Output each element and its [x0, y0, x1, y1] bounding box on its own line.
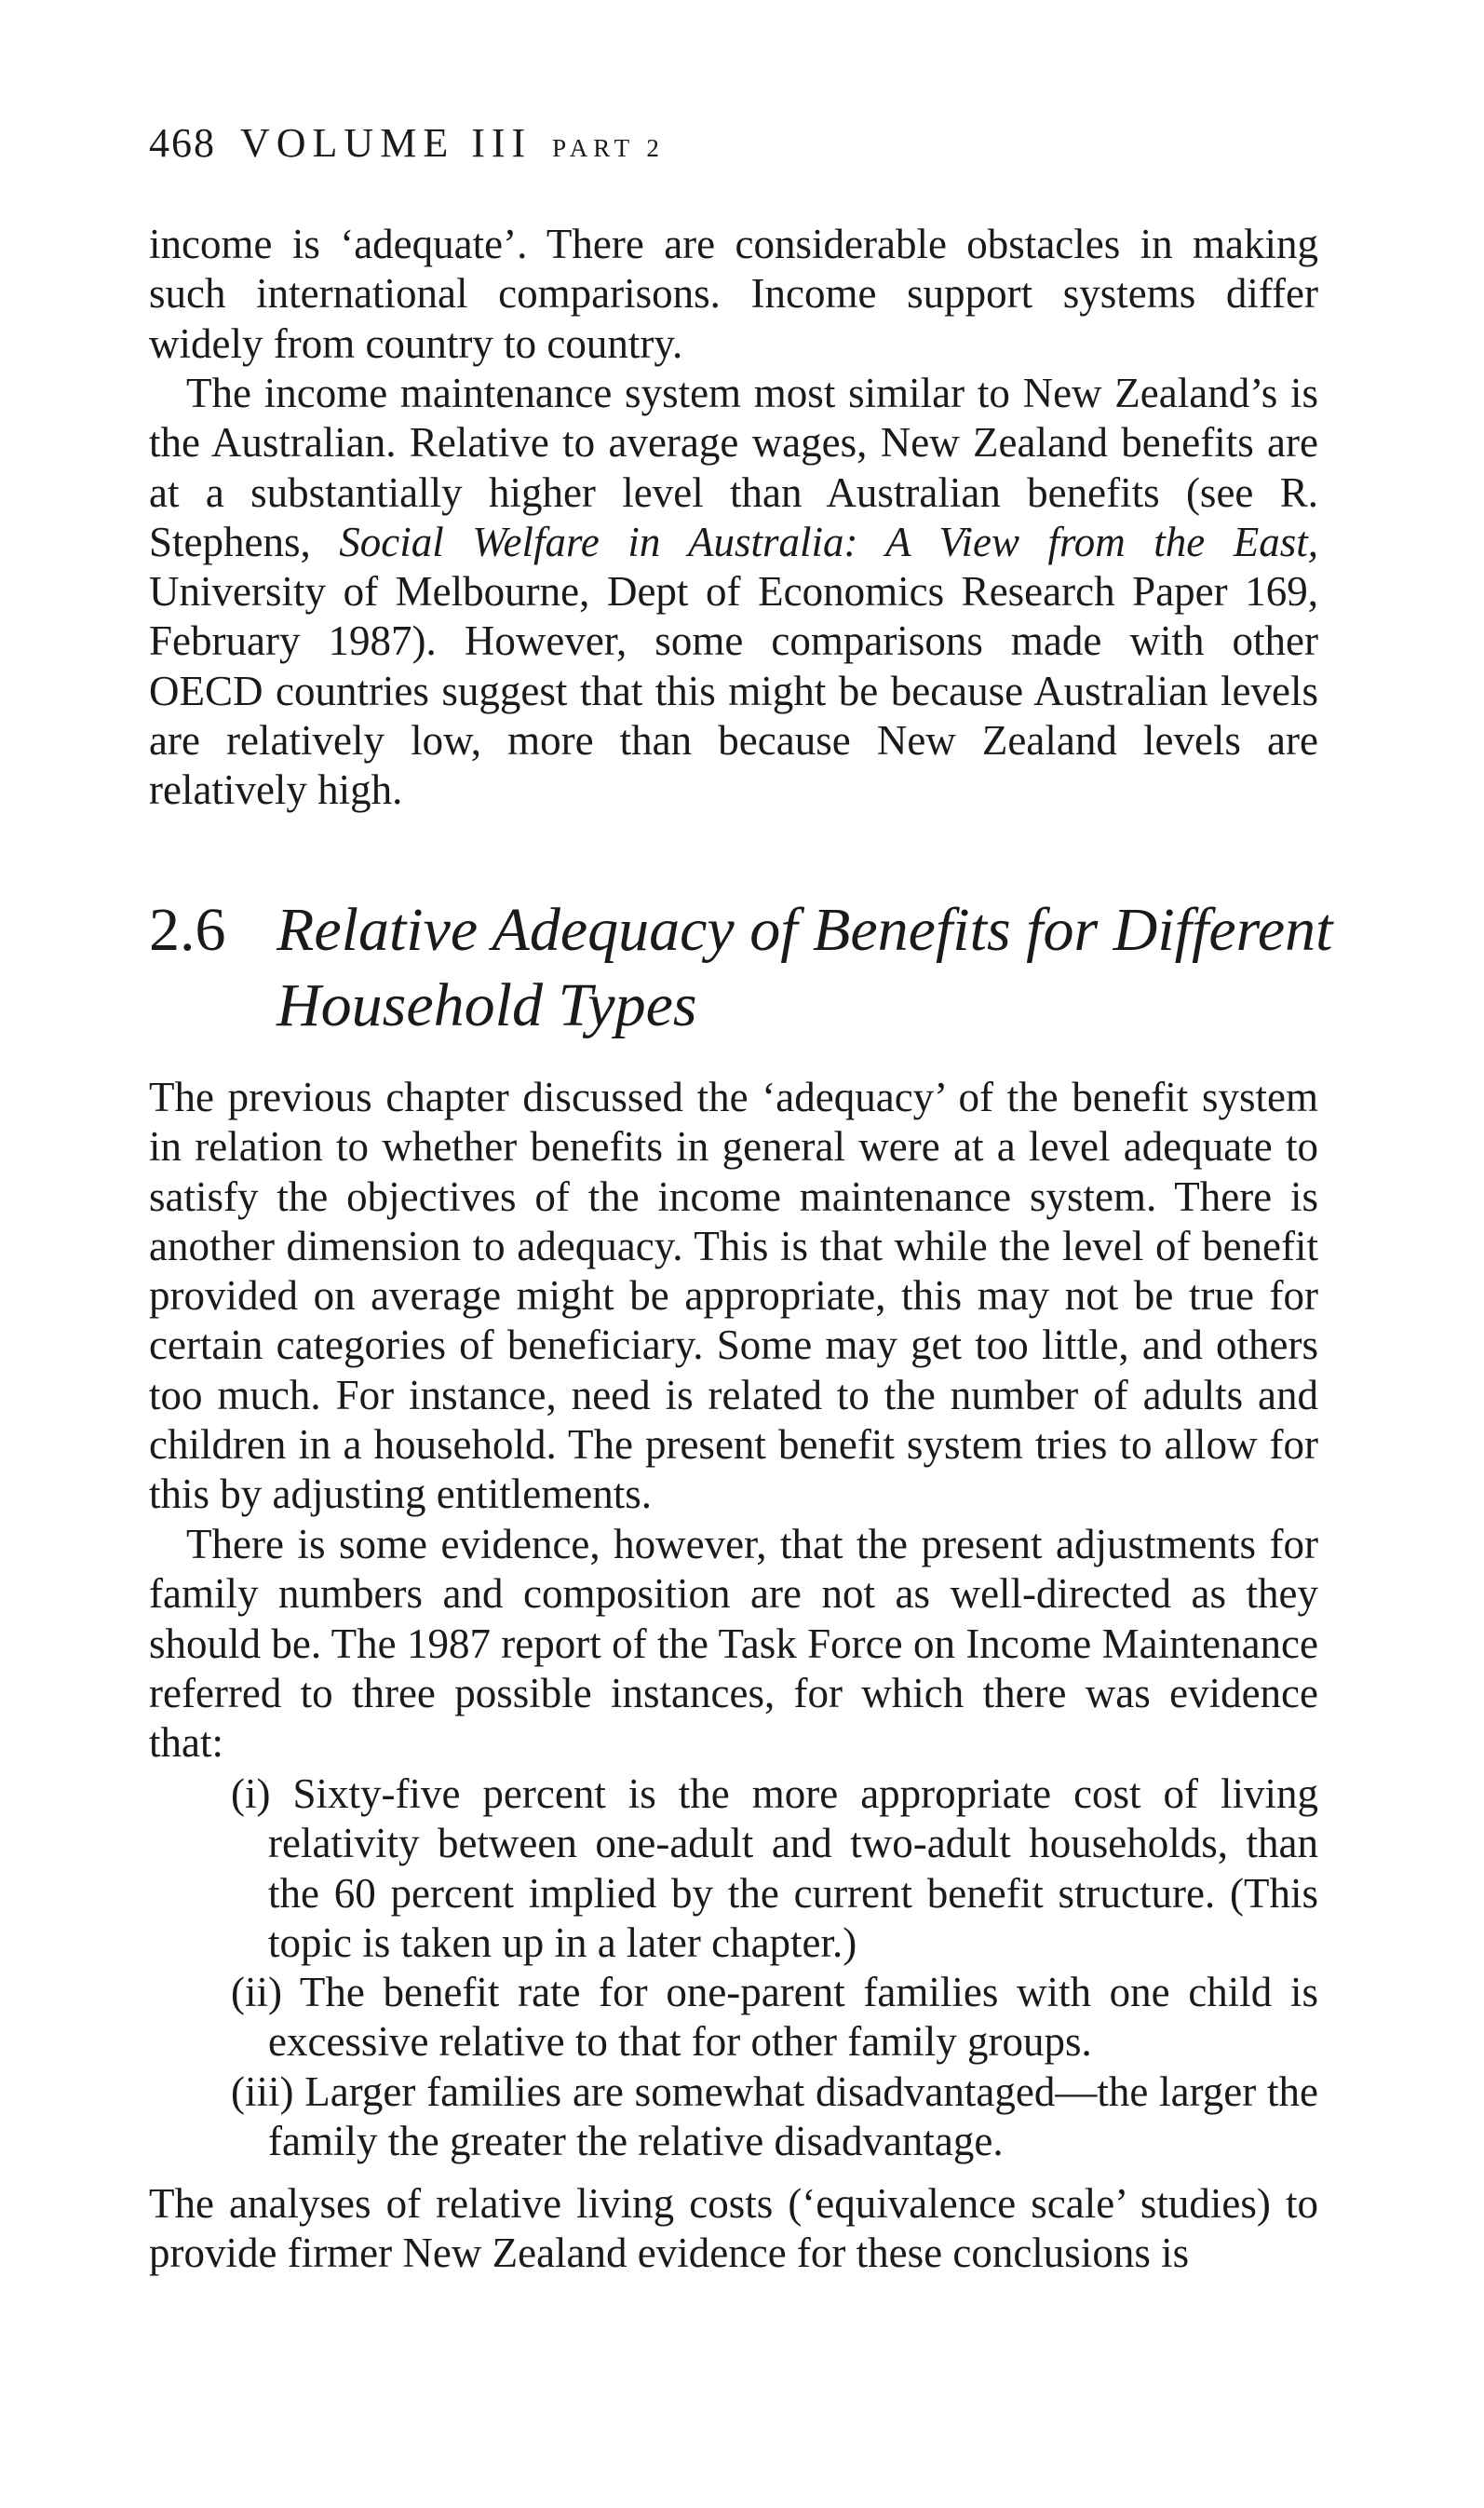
paragraph-australia-comparison [149, 369, 1318, 816]
cited-title: Social Welfare in Australia: A View from the East, [339, 518, 1318, 565]
list-item [231, 1769, 1318, 1968]
list-marker: (iii) [231, 2067, 294, 2115]
section-title: Relative Adequacy of Benefits for Different Household Types [277, 896, 1333, 1039]
list-item-text: Sixty-five percent is the more appropriate cost of living relativity between one-adult and two-adult households, than the 60 percent implied by the current benefit structure. (This topic is taken up in a later chapter.) [268, 1770, 1319, 1966]
list-item [231, 1968, 1318, 2067]
list-item-text: The benefit rate for one-parent families with one child is excessive relative to that for other family groups. [268, 1969, 1318, 2066]
paragraph-evidence: There is some evidence, however, that the present adjustments for family numbers and composition are not as well-directed as they should be. The 1987 report of the Task Force on Income Maintenance referred to three possible instances, for which there was evidence that: [149, 1521, 1318, 1767]
part-label: PART 2 [552, 134, 665, 162]
section-number: 2.6 [149, 896, 226, 964]
volume-label: VOLUME III [240, 120, 533, 166]
list-item [231, 2067, 1318, 2167]
paragraph-adequacy: The previous chapter discussed the ‘adequacy’ of the benefit system in relation to whether benefits in general were at a level adequate to satisfy the objectives of the income maintenance system. There is another dimension to adequacy. This is that while the level of benefit provided on average might be appropriate, this may not be true for certain categories of beneficiary. Some may get too little, and others too much. For instance, need is related to the number of adults and children in a household. The present benefit system tries to allow for this by adjusting entitlements. [149, 1074, 1318, 1518]
paragraph-text-start: The income maintenance system most similar to New Zealand’s is the Australian. Relative to average wages, New Zealand benefits are at a substantially higher level than Australian benefits (see R. Stephens, [149, 370, 1318, 565]
page-number: 468 [149, 120, 216, 166]
evidence-list [231, 1769, 1318, 2166]
paragraph-text-end: University of Melbourne, Dept of Economics Research Paper 169, February 1987). However, some comparisons made with other OECD countries suggest that this might be because Australian levels are relatively low, more than because New Zealand levels are relatively high. [149, 568, 1318, 814]
list-marker: (ii) [231, 1969, 282, 2016]
list-item-text: Larger families are somewhat disadvantaged—the larger the family the greater the relative disadvantage. [268, 2067, 1319, 2165]
running-head [149, 120, 665, 166]
paragraph-equivalence-scales: The analyses of relative living costs (‘equivalence scale’ studies) to provide firmer New Zealand evidence for these conclusions is [149, 2180, 1318, 2277]
paragraph-continuation: income is ‘adequate’. There are considerable obstacles in making such international comparisons. Income support systems differ widely from country to country. [149, 221, 1318, 367]
list-marker: (i) [231, 1770, 271, 1817]
